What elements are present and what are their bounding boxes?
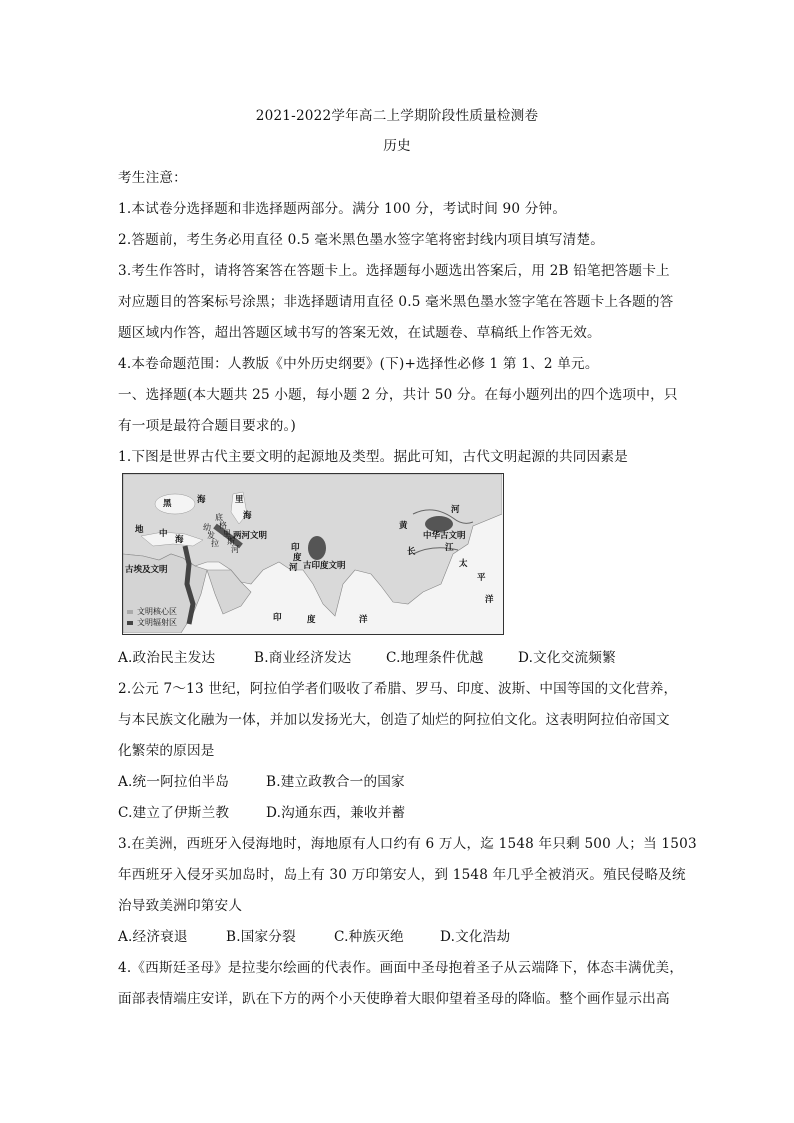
notice-item-3: 3.考生作答时，请将答案答在答题卡上。选择题每小题选出答案后，用 2B 铅笔把答题卡上 xyxy=(118,263,670,279)
notice-item-3-cont2: 题区域内作答，超出答题区域书写的答案无效，在试题卷、草稿纸上作答无效。 xyxy=(118,325,601,341)
map-label-yang: 洋 xyxy=(485,595,494,605)
q2-option-a[interactable]: A.统一阿拉伯半岛 xyxy=(118,774,230,790)
map-label-he2: 河 xyxy=(289,563,298,573)
map-label-ou: 幼 xyxy=(203,523,211,532)
map-label-du: 度 xyxy=(293,553,302,563)
q3-option-c[interactable]: C.种族灭绝 xyxy=(334,929,404,945)
map-label-tai: 太 xyxy=(459,559,468,569)
q4-line-1: 4.《西斯廷圣母》是拉斐尔绘画的代表作。画面中圣母抱着圣子从云端降下，体态丰满优美， xyxy=(118,960,684,976)
map-label-yin2: 印 xyxy=(273,613,282,623)
q1-stem: 1.下图是世界古代主要文明的起源地及类型。据此可知，古代文明起源的共同因素是 xyxy=(118,449,628,465)
map-label-hai2: 海 xyxy=(243,511,252,521)
map-label-he: 河 xyxy=(231,545,239,554)
map-label-yang2: 洋 xyxy=(359,615,368,625)
map-label-aiji: 古埃及文明 xyxy=(125,565,168,575)
q2-line-1: 2.公元 7～13 世纪，阿拉伯学者们吸收了希腊、罗马、印度、波斯、中国等国的文化营养， xyxy=(118,681,678,697)
section-heading-cont: 有一项是最符合题目要求的。) xyxy=(118,418,297,434)
map-label-zhonghua: 中华古文明 xyxy=(423,531,466,541)
notice-heading: 考生注意： xyxy=(118,170,187,186)
q3-option-d[interactable]: D.文化浩劫 xyxy=(440,929,511,945)
map-label-hei: 黑 xyxy=(163,499,172,509)
map-label-lianghe: 两河文明 xyxy=(233,531,268,541)
q3-line-2: 年西班牙入侵牙买加岛时，岛上有 30 万印第安人，到 1548 年几乎全被消灭。殖民侵略及统 xyxy=(118,867,686,883)
map-label-di2: 底 xyxy=(215,513,223,522)
legend-radiation: 文明辐射区 xyxy=(137,618,177,627)
legend-core: 文明核心区 xyxy=(137,607,177,616)
map-label-guyindu: 古印度文明 xyxy=(303,561,346,571)
q3-options xyxy=(118,925,510,945)
map-label-li2: 里 xyxy=(223,529,231,538)
q3-option-a[interactable]: A.经济衰退 xyxy=(118,929,188,945)
map-label-zhong: 中 xyxy=(159,529,168,539)
map-label-fa: 发 xyxy=(207,531,215,540)
map-label-yin: 印 xyxy=(291,543,300,553)
q1-options xyxy=(118,646,616,666)
q1-option-d[interactable]: D.文化交流频繁 xyxy=(518,650,616,666)
map-label-ge: 格 xyxy=(219,521,227,530)
notice-item-4: 4.本卷命题范围：人教版《中外历史纲要》(下)+选择性必修 1 第 1、2 单元。 xyxy=(118,356,599,372)
q1-option-b[interactable]: B.商业经济发达 xyxy=(254,650,352,666)
q2-line-3: 化繁荣的原因是 xyxy=(118,743,215,759)
ancient-civilization-map xyxy=(122,473,504,635)
q3-line-1: 3.在美洲，西班牙入侵海地时，海地原有人口约有 6 万人，迄 1548 年只剩 500 人；当 1503 xyxy=(118,836,697,852)
q2-option-d[interactable]: D.沟通东西，兼收并蓄 xyxy=(266,805,406,821)
q2-option-b[interactable]: B.建立政教合一的国家 xyxy=(266,774,405,790)
q4-line-2: 面部表情端庄安详，趴在下方的两个小天使睁着大眼仰望着圣母的降临。整个画作显示出高 xyxy=(118,991,670,1007)
q2-options-row2 xyxy=(118,801,405,821)
q3-line-3: 治导致美洲印第安人 xyxy=(118,898,243,914)
map-label-huang: 黄 xyxy=(399,521,408,531)
q1-option-a[interactable]: A.政治民主发达 xyxy=(118,650,216,666)
map-label-hai1: 海 xyxy=(197,495,206,505)
q1-option-c[interactable]: C.地理条件优越 xyxy=(386,650,484,666)
subject-title: 历史 xyxy=(383,138,411,154)
map-label-la: 拉 xyxy=(211,539,219,548)
map-label-he3: 河 xyxy=(451,505,460,515)
map-label-chang: 长 xyxy=(407,547,416,557)
map-label-si: 斯 xyxy=(227,537,235,546)
map-label-hai3: 海 xyxy=(175,535,184,545)
q2-options-row1 xyxy=(118,770,405,790)
map-label-li: 里 xyxy=(235,495,244,505)
q2-line-2: 与本民族文化融为一体，并加以发扬光大，创造了灿烂的阿拉伯文化。这表明阿拉伯帝国文 xyxy=(118,712,670,728)
q2-option-c[interactable]: C.建立了伊斯兰教 xyxy=(118,805,230,821)
map-label-jiang: 江 xyxy=(445,543,454,553)
exam-title: 2021-2022学年高二上学期阶段性质量检测卷 xyxy=(255,108,539,124)
map-label-di: 地 xyxy=(135,525,144,535)
q3-option-b[interactable]: B.国家分裂 xyxy=(226,929,296,945)
map-label-ping: 平 xyxy=(477,573,486,583)
notice-item-2: 2.答题前，考生务必用直径 0.5 毫米黑色墨水签字笔将密封线内项目填写清楚。 xyxy=(118,232,605,248)
notice-item-1: 1.本试卷分选择题和非选择题两部分。满分 100 分，考试时间 90 分钟。 xyxy=(118,201,567,217)
map-label-du2: 度 xyxy=(307,615,316,625)
section-heading: 一、选择题(本大题共 25 小题，每小题 2 分，共计 50 分。在每小题列出的四个选项中，只 xyxy=(118,387,678,403)
notice-item-3-cont: 对应题目的答案标号涂黑；非选择题请用直径 0.5 毫米黑色墨水签字笔在答题卡上各题的答 xyxy=(118,294,674,310)
